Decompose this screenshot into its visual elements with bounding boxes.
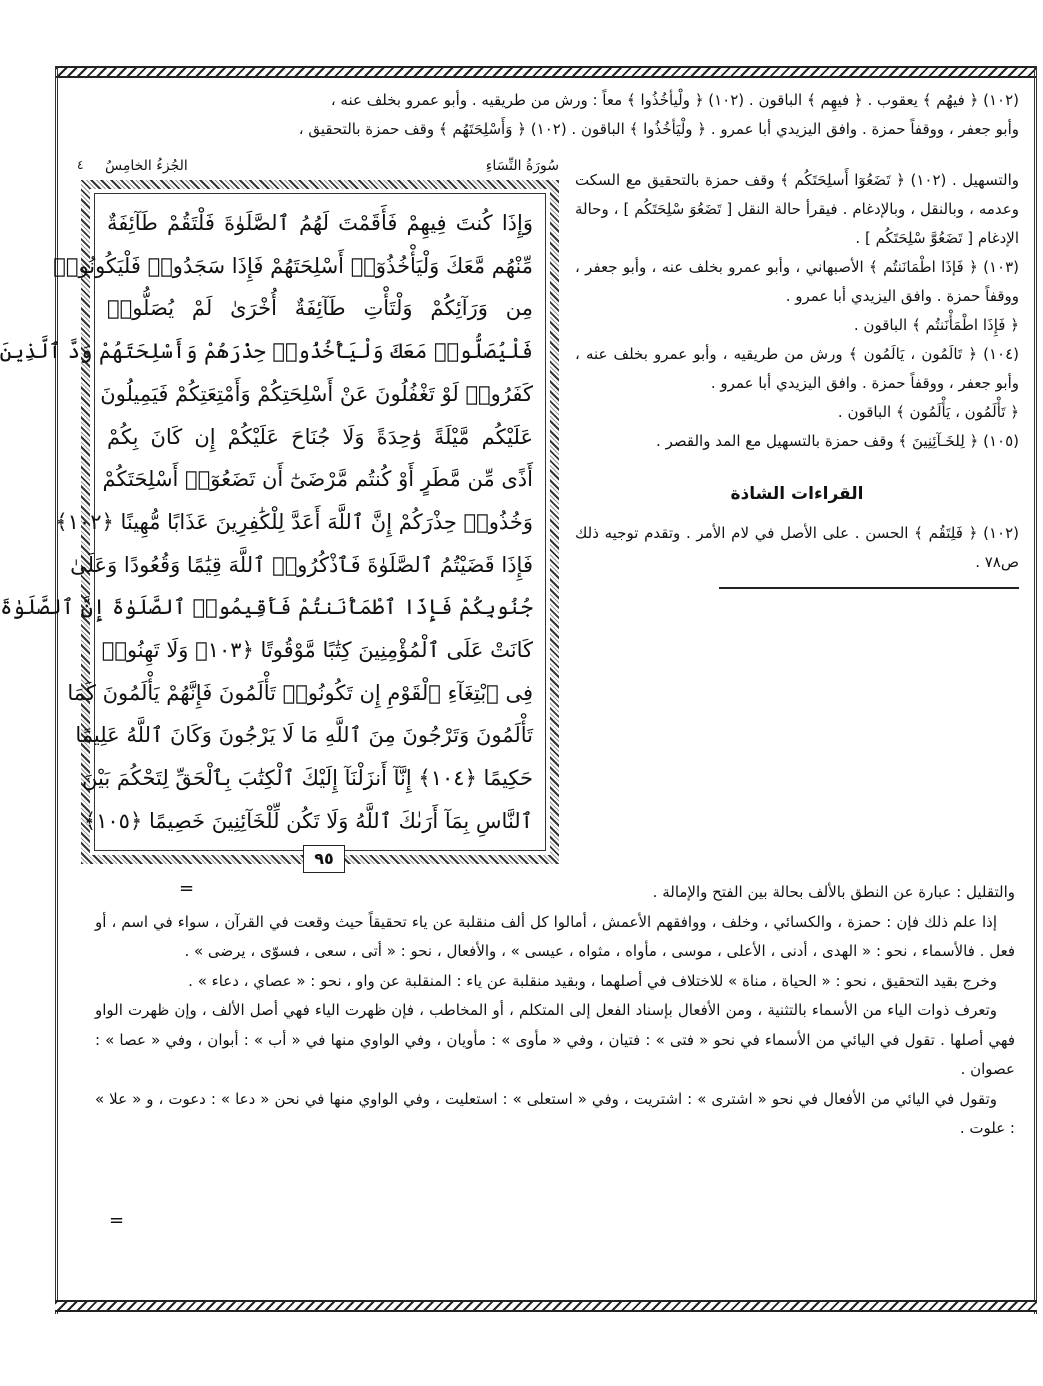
quran-line: تَأْلَمُونَ وَتَرْجُونَ مِنَ ٱللَّهِ مَا لَا يَرْجُونَ وَكَانَ ٱللَّهُ عَلِيمًا (75, 723, 533, 748)
quran-line: مِن وَرَآئِكُمْ وَلْتَأْتِ طَآئِفَةٌ أُخْرَىٰ لَمْ يُصَلُّوا۟ (107, 296, 533, 321)
reading-paragraph: (١٠٤) ﴿ تَالَمُون ، يَالَمُون ﴾ ورش من طريقيه ، وأبو عمرو بخلف عنه ، وأبو جعفر ، ووقفاً حمزة . وافق اليزيدي أبا عمرو . (575, 345, 1019, 392)
quran-line: حَكِيمًا ﴿١٠٤﴾ إِنَّآ أَنزَلْنَآ إِلَيْكَ ٱلْكِتَٰبَ بِٱلْحَقِّ لِتَحْكُمَ بَيْنَ (82, 766, 533, 791)
quran-line: وَإِذَا كُنتَ فِيهِمْ فَأَقَمْتَ لَهُمُ ٱلصَّلَوٰةَ فَلْتَقُمْ طَآئِفَةٌ (107, 211, 533, 235)
footnote-paragraph: والتقليل : عبارة عن النطق بالألف بحالة بين الفتح والإمالة . (652, 883, 1015, 901)
quran-line: مِّنْهُم مَّعَكَ وَلْيَأْخُذُوٓا۟ أَسْلِحَتَهُمْ فَإِذَا سَجَدُوا۟ فَلْيَكُونُوا۟ (53, 253, 533, 278)
reading-paragraph: ﴿ تَأْلَمُون ، يَأْلَمُون ﴾ الباقون . (837, 403, 1019, 421)
reading-paragraph: والتسهيل . (١٠٢) ﴿ تَضَعُوٓا أَسلِحَتَكُم ﴾ وقف حمزة بالتحقيق مع السكت وعدمه ، وبالنقل ، وبالإدغام . فيقرأ حالة النقل [ تَضَعُوَ سْلِحَتَكُم ] ، وحالة الإدغام [ تَضَعُوَّ سْلِحَتَكُم ] . (575, 171, 1019, 247)
footnote-paragraph: وتعرف ذوات الياء من الأسماء بالتثنية ، ومن الأفعال بإسناد الفعل إلى المتكلم ، أو المخاطب ، فإن ظهرت الياء فهي أصل الألف ، وإن ظهرت الواو فهي أصلها . تقول في اليائي من الأسماء في نحو « فتى » : فتيان ، وفي « مأوى » : مأويان ، وفي الواوي منها في « أب » : أبوان ، وفي « عصا » : عصوان . (95, 1001, 1015, 1078)
continuation-mark: = (179, 878, 195, 899)
quran-line: كَفَرُوا۟ لَوْ تَغْفُلُونَ عَنْ أَسْلِحَتِكُمْ وَأَمْتِعَتِكُمْ فَيَمِيلُونَ (100, 381, 533, 406)
reading-paragraph: (١٠٣) ﴿ فَإذَا اطْمَانَنتُم ﴾ الأصبهاني ، وأبو عمرو بخلف عنه ، وأبو جعفر ، ووقفاً حمزة . وافق اليزيدي أبا عمرو . (575, 258, 1019, 305)
footnote-paragraph: وخرج بقيد التحقيق ، نحو : « الحياة ، مناة » للاختلاف في أصلهما ، وبقيد منقلبة عن ياء : المنقلبة عن واو ، نحو : « عصاي ، دعاء » . (188, 971, 997, 990)
reading-paragraph: ﴿ فَإِذَا اطْمَأْنَنتُم ﴾ الباقون . (853, 316, 1019, 334)
reading-paragraph: (١٠٥) ﴿ لِلخَـآئِنِينَ ﴾ وقف حمزة بالتسهيل مع المد والقصر . (656, 432, 1019, 450)
quran-line: أَذًى مِّن مَّطَرٍ أَوْ كُنتُم مَّرْضَىٰٓ أَن تَضَعُوٓا۟ أَسْلِحَتَكُمْ (102, 467, 533, 492)
bottom-ornamental-border (55, 1300, 1037, 1312)
quran-line: ٱلنَّاسِ بِمَآ أَرَىٰكَ ٱللَّهُ وَلَا تَكُن لِّلْخَآئِنِينَ خَصِيمًا ﴿١٠٥﴾ (83, 808, 533, 833)
mushaf-header (75, 158, 559, 180)
quran-line: جُنُوبِكُمْ فَإِذَا ٱطْمَأْنَنتُمْ فَأَقِيمُوا۟ ٱلصَّلَوٰةَ إِنَّ ٱلصَّلَوٰةَ (0, 595, 533, 620)
shadha-reading-paragraph: (١٠٢) ﴿ فَلِتَقُم ﴾ الحسن . على الأصل في لام الأمر . وتقدم توجيه ذلك ص٧٨ . (575, 524, 1019, 571)
quran-text-frame (0, 180, 559, 864)
footnotes (95, 878, 1015, 1144)
juz-name: الجُزءُ الخامِسُ (105, 158, 188, 174)
footnote-paragraph: إذا علم ذلك فإن : حمزة ، والكسائي ، وخلف ، ووافقهم الأعمش ، أمالوا كل ألف منقلبة عن ياء تحقيقاً حيث وقعت في القرآن ، سواء في اسم ، أو فعل . فالأسماء ، نحو : « الهدى ، أدنى ، الأعلى ، موسى ، مأواه ، مثواه ، عيسى » ، والأفعال ، نحو : « أتى ، سعى ، فسوّى ، يرضى » . (95, 912, 1015, 960)
continuation-mark: = (109, 1210, 125, 1231)
quran-line: كَانَتْ عَلَى ٱلْمُؤْمِنِينَ كِتَٰبًا مَّوْقُوتًا ﴿١٠٣﴾ وَلَا تَهِنُوا۟ (101, 638, 533, 663)
section-divider (719, 587, 1019, 589)
quran-line: عَلَيْكُم مَّيْلَةً وَٰحِدَةً وَلَا جُنَاحَ عَلَيْكُمْ إِن كَانَ بِكُمْ (107, 424, 533, 449)
sura-name: سُورَةُ النِّسَاءِ (485, 158, 559, 174)
top-commentary-line: وأبو جعفر ، ووقفاً حمزة . وافق اليزيدي أبا عمرو . ﴿ ولْيَأخُذُوا ﴾ الباقون . (١٠٢) ﴿ وَأَسْلِحَتَهُم ﴾ وقف حمزة بالتحقيق ، (298, 120, 1019, 138)
quran-line: فَإِذَا قَضَيْتُمُ ٱلصَّلَوٰةَ فَٱذْكُرُوا۟ ٱللَّهَ قِيَٰمًا وَقُعُودًا وَعَلَىٰ (70, 552, 533, 577)
page-number: ٩٥ (303, 845, 345, 873)
quran-line: فِى ٱبْتِغَآءِ ٱلْقَوْمِ إِن تَكُونُوا۟ تَأْلَمُونَ فَإِنَّهُمْ يَأْلَمُونَ كَمَا (67, 680, 533, 705)
quran-text (0, 193, 546, 851)
shadha-readings-title: القراءات الشاذة (730, 484, 864, 504)
top-commentary-line: (١٠٢) ﴿ فيهُم ﴾ يعقوب . ﴿ فيهِم ﴾ الباقون . (١٠٢) ﴿ ولْيأخُذُوا ﴾ معاً : ورش من طريقيه . وأبو عمرو بخلف عنه ، (330, 91, 1019, 109)
readings-column (575, 166, 1019, 589)
quran-line: فَلْيُصَلُّوا۟ مَعَكَ وَلْيَأْخُذُوا۟ حِذْرَهُمْ وَأَسْلِحَتَهُمْ وَدَّ ٱلَّذِينَ (0, 339, 533, 364)
juz-number: ٤ (77, 158, 84, 172)
footnote-paragraph: وتقول في اليائي من الأفعال في نحو « اشترى » : اشتريت ، وفي « استعلى » : استعليت ، وفي الواوي منها في نحن « دعا » : دعوت ، و « علا » : علوت . (95, 1089, 1015, 1137)
top-commentary (71, 86, 1019, 144)
quran-line: وَخُذُوا۟ حِذْرَكُمْ إِنَّ ٱللَّهَ أَعَدَّ لِلْكَٰفِرِينَ عَذَابًا مُّهِينًا ﴿١٠٢﴾ (55, 509, 533, 534)
